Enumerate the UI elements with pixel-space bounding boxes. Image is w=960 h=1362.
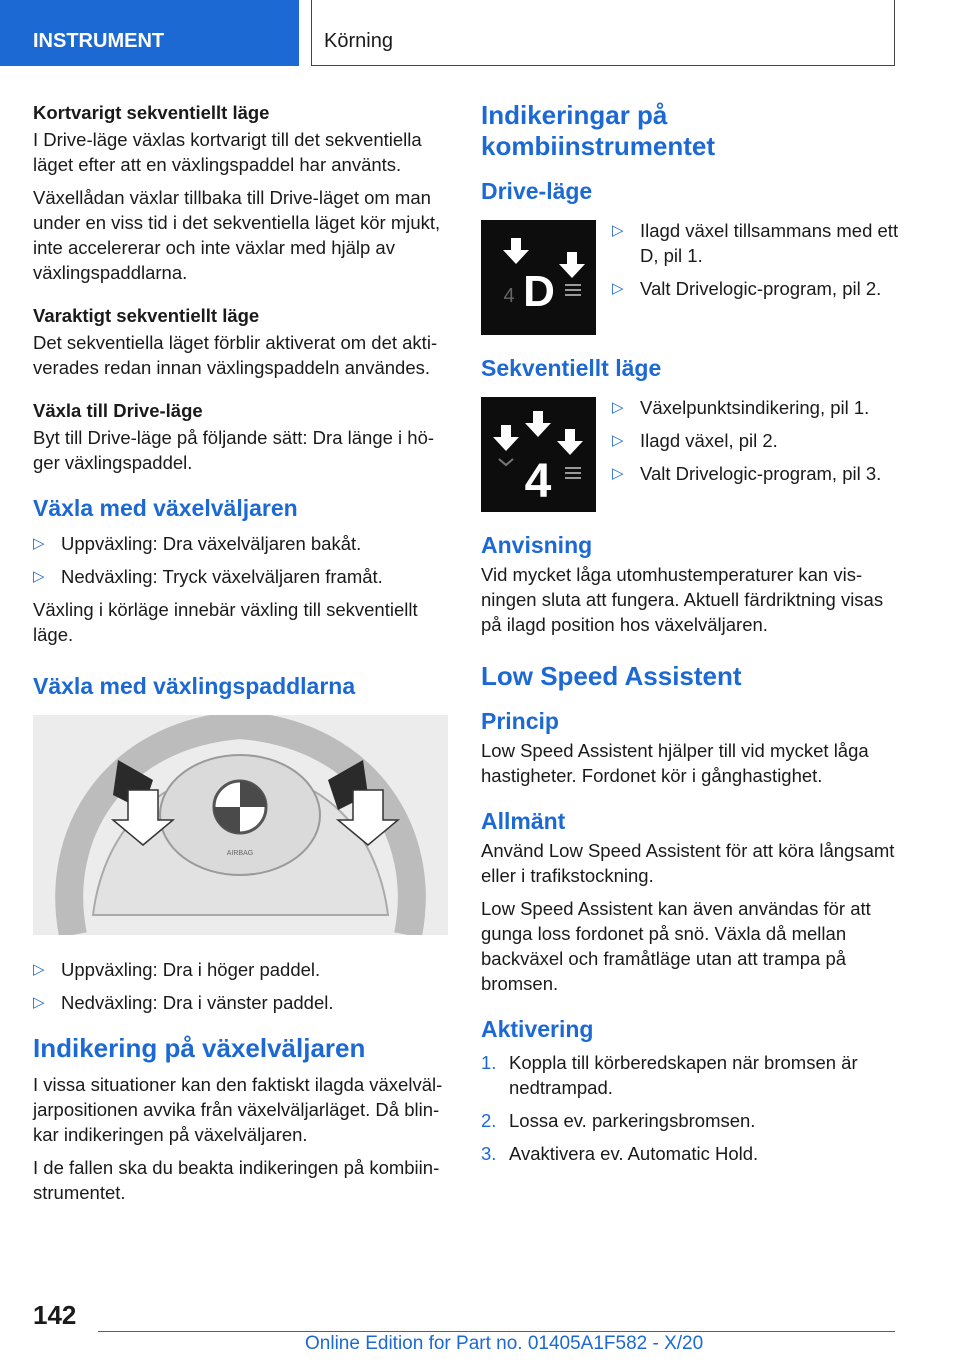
paragraph: Använd Low Speed Assistent för att köra långsamt eller i trafikstockning. <box>481 840 895 886</box>
bullet-list <box>33 531 453 589</box>
paragraph: Växellådan växlar tillbaka till Drive-läget om man under en viss tid i det sekventiella läget kör mjukt, inte accelererar och inte växlar med hjälp av växlingspaddlarna. <box>33 187 441 283</box>
bullet-list <box>33 957 453 1015</box>
heading-aktivering: Aktivering <box>481 1016 594 1042</box>
chapter-tab <box>311 0 895 66</box>
heading-princip: Princip <box>481 708 559 734</box>
heading-indikering: Indikering på växelväljaren <box>33 1033 366 1063</box>
triangle-right-icon: ▷ <box>612 280 624 297</box>
section-title: INSTRUMENT <box>33 30 165 52</box>
list-item: ▷ Ilagd växel tillsammans med ett D, pil 1. <box>612 220 899 266</box>
sequential-display-image <box>481 397 596 512</box>
triangle-right-icon: ▷ <box>33 568 45 585</box>
heading-vaxelvaljaren: Växla med växelväljaren <box>33 495 298 521</box>
triangle-right-icon: ▷ <box>612 399 624 416</box>
list-item: ▷ Växelpunktsindikering, pil 1. <box>612 397 870 418</box>
drive-display-image <box>481 220 596 335</box>
paragraph: Low Speed Assistent hjälper till vid mycket låga hastigheter. Fordonet kör i gånghastighet. <box>481 740 869 786</box>
paragraph: I vissa situationer kan den faktiskt ilagda växelväljarpositionen avvika från växelväljarläget. Då blinkar indikeringen på växelväljaren. <box>33 1074 443 1145</box>
list-item: ▷ Valt Drivelogic-program, pil 3. <box>612 463 882 484</box>
paragraph: Low Speed Assistent kan även användas för att gunga loss fordonet på snö. Växla då mellan backväxel och framåtläge utan att trampa på bromsen. <box>481 898 871 994</box>
triangle-right-icon: ▷ <box>33 535 45 552</box>
triangle-right-icon: ▷ <box>33 961 45 978</box>
triangle-right-icon: ▷ <box>612 432 624 449</box>
section-tab <box>0 0 299 66</box>
paragraph: I de fallen ska du beakta indikeringen på kombiinstrumentet. <box>33 1157 440 1203</box>
heading-paddlarna: Växla med växlingspaddlarna <box>33 673 356 699</box>
page-number: 142 <box>33 1300 77 1330</box>
heading-varaktigt: Varaktigt sekventiellt läge <box>33 305 260 326</box>
list-item: 3. Avaktivera ev. Automatic Hold. <box>481 1143 759 1164</box>
numbered-list <box>481 1050 901 1166</box>
heading-anvisning: Anvisning <box>481 532 593 558</box>
bullet-list <box>612 218 901 327</box>
left-column <box>33 100 453 1213</box>
heading-lsa: Low Speed Assistent <box>481 661 742 691</box>
footer-edition: Online Edition for Part no. 01405A1F582 - X/20 <box>305 1333 704 1354</box>
svg-text:4: 4 <box>503 285 515 307</box>
list-item: ▷ Nedväxling: Dra i vänster paddel. <box>33 992 334 1013</box>
heading-sekventiellt: Sekventiellt läge <box>481 355 662 381</box>
heading-kortvarigt: Kortvarigt sekventiellt läge <box>33 102 270 123</box>
triangle-right-icon: ▷ <box>612 222 624 239</box>
footer-divider <box>98 1331 895 1332</box>
svg-text:4: 4 <box>524 455 552 508</box>
paragraph: Vid mycket låga utomhustemperaturer kan visningen sluta att fungera. Aktuell färdriktning visas på ilagd position hos växelväljaren. <box>481 564 884 635</box>
airbag-label: AIRBAG <box>226 850 254 857</box>
list-item: ▷ Valt Drivelogic-program, pil 2. <box>612 278 882 299</box>
list-item: 1. Koppla till körberedskapen när bromsen är nedtrampad. <box>481 1052 858 1098</box>
paragraph: Byt till Drive-läge på följande sätt: Dra länge i höger växlingspaddel. <box>33 427 435 473</box>
svg-text:D: D <box>523 267 555 316</box>
heading-vaxla-drive: Växla till Drive-läge <box>33 400 203 421</box>
list-item: 2. Lossa ev. parkeringsbromsen. <box>481 1110 756 1131</box>
heading-allmant: Allmänt <box>481 808 566 834</box>
heading-drive: Drive-läge <box>481 178 593 204</box>
bullet-list <box>612 395 901 504</box>
list-item: ▷ Uppväxling: Dra i höger paddel. <box>33 959 321 980</box>
footer-watermark <box>0 0 1 1</box>
steering-wheel-image <box>33 715 448 935</box>
right-column <box>481 100 901 1174</box>
heading-indikeringar: Indikeringar på kombiinstrumentet <box>481 100 716 161</box>
list-item: ▷ Uppväxling: Dra växelväljaren bakåt. <box>33 533 362 554</box>
chapter-title: Körning <box>324 30 393 52</box>
triangle-right-icon: ▷ <box>33 994 45 1011</box>
paragraph: Det sekventiella läget förblir aktiverat om det aktiverades redan innan växlingspaddeln användes. <box>33 332 438 378</box>
list-item: ▷ Nedväxling: Tryck växelväljaren framåt. <box>33 566 383 587</box>
paragraph: Växling i körläge innebär växling till sekventiellt läge. <box>33 599 418 645</box>
paragraph: I Drive-läge växlas kortvarigt till det sekventiella läget efter att en växlingspaddel har använts. <box>33 129 422 175</box>
triangle-right-icon: ▷ <box>612 465 624 482</box>
list-item: ▷ Ilagd växel, pil 2. <box>612 430 778 451</box>
